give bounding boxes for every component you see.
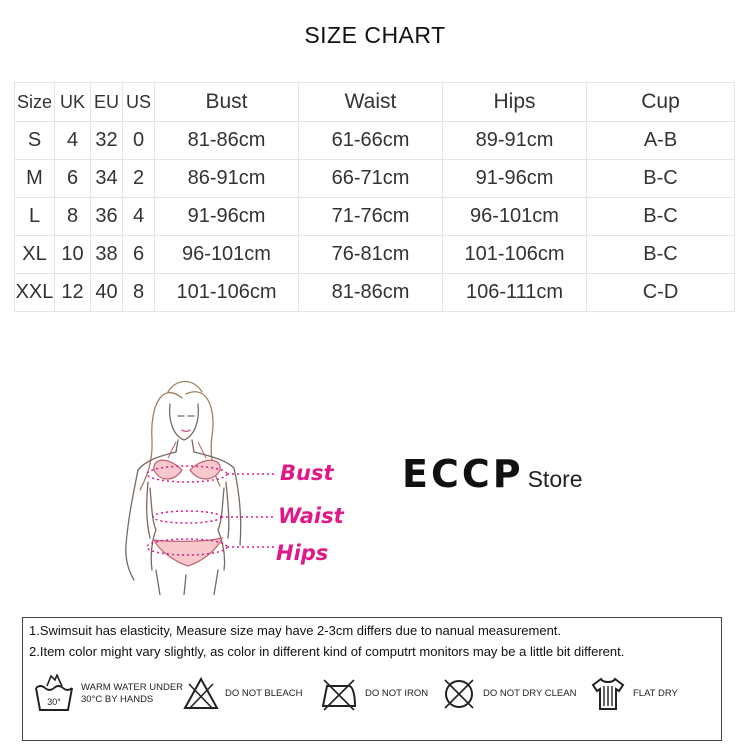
bust-label: Bust bbox=[280, 461, 334, 485]
care-item-no-bleach bbox=[183, 676, 302, 712]
header-uk: UK bbox=[55, 83, 91, 122]
cell-waist: 61-66cm bbox=[299, 122, 443, 160]
table-header-row bbox=[15, 83, 735, 122]
note-color: 2.Item color might vary slightly, as color in different kind of computrt monitors may be a little bit different. bbox=[29, 644, 625, 659]
cell-cup: B-C bbox=[587, 198, 735, 236]
cell-hips: 106-111cm bbox=[443, 274, 587, 312]
cell-cup: B-C bbox=[587, 236, 735, 274]
cell-cup: C-D bbox=[587, 274, 735, 312]
brand-name: ECCP bbox=[402, 452, 524, 496]
care-text-line: DO NOT DRY CLEAN bbox=[483, 688, 577, 699]
cell-cup: B-C bbox=[587, 160, 735, 198]
brand-logo bbox=[402, 452, 583, 496]
cell-hips: 89-91cm bbox=[443, 122, 587, 160]
cell-waist: 76-81cm bbox=[299, 236, 443, 274]
cell-us: 6 bbox=[123, 236, 155, 274]
cell-us: 8 bbox=[123, 274, 155, 312]
header-bust: Bust bbox=[155, 83, 299, 122]
cell-size: S bbox=[15, 122, 55, 160]
cell-eu: 34 bbox=[91, 160, 123, 198]
cell-hips: 91-96cm bbox=[443, 160, 587, 198]
wash-temp-label: 30° bbox=[47, 697, 61, 707]
page-title: SIZE CHART bbox=[304, 22, 446, 48]
care-text-line: DO NOT BLEACH bbox=[225, 688, 303, 699]
header-cup: Cup bbox=[587, 83, 735, 122]
care-item-flat-dry bbox=[589, 676, 678, 712]
cell-us: 4 bbox=[123, 198, 155, 236]
size-chart-table bbox=[14, 82, 735, 312]
cell-waist: 81-86cm bbox=[299, 274, 443, 312]
cell-bust: 91-96cm bbox=[155, 198, 299, 236]
waist-label: Waist bbox=[278, 504, 344, 528]
cell-uk: 6 bbox=[55, 160, 91, 198]
care-instructions bbox=[23, 670, 721, 730]
cell-eu: 36 bbox=[91, 198, 123, 236]
care-item-no-dry-clean bbox=[441, 676, 576, 712]
cell-eu: 38 bbox=[91, 236, 123, 274]
care-text-line: FLAT DRY bbox=[633, 688, 678, 699]
care-notes-box bbox=[22, 617, 722, 741]
do-not-bleach-icon bbox=[183, 676, 219, 712]
body-measurement-figure bbox=[90, 370, 290, 595]
header-size: Size bbox=[15, 83, 55, 122]
hips-label: Hips bbox=[276, 541, 329, 565]
care-item-hand-wash bbox=[33, 674, 183, 714]
care-text-line: WARM WATER UNDER bbox=[81, 682, 184, 693]
care-text-line: DO NOT IRON bbox=[365, 688, 429, 699]
table-row bbox=[15, 122, 735, 160]
cell-size: L bbox=[15, 198, 55, 236]
table-row bbox=[15, 236, 735, 274]
header-waist: Waist bbox=[299, 83, 443, 122]
care-item-no-iron bbox=[319, 676, 428, 712]
table-row bbox=[15, 198, 735, 236]
flat-dry-icon bbox=[589, 676, 627, 712]
cell-uk: 12 bbox=[55, 274, 91, 312]
cell-us: 0 bbox=[123, 122, 155, 160]
cell-bust: 86-91cm bbox=[155, 160, 299, 198]
care-text-line: 30°C BY HANDS bbox=[81, 694, 154, 705]
header-eu: EU bbox=[91, 83, 123, 122]
cell-bust: 96-101cm bbox=[155, 236, 299, 274]
cell-uk: 10 bbox=[55, 236, 91, 274]
cell-bust: 81-86cm bbox=[155, 122, 299, 160]
cell-size: XXL bbox=[15, 274, 55, 312]
hand-wash-icon bbox=[33, 674, 75, 714]
cell-size: XL bbox=[15, 236, 55, 274]
cell-hips: 101-106cm bbox=[443, 236, 587, 274]
cell-waist: 66-71cm bbox=[299, 160, 443, 198]
table-row bbox=[15, 274, 735, 312]
header-us: US bbox=[123, 83, 155, 122]
cell-cup: A-B bbox=[587, 122, 735, 160]
cell-bust: 101-106cm bbox=[155, 274, 299, 312]
cell-waist: 71-76cm bbox=[299, 198, 443, 236]
cell-size: M bbox=[15, 160, 55, 198]
cell-uk: 8 bbox=[55, 198, 91, 236]
cell-hips: 96-101cm bbox=[443, 198, 587, 236]
do-not-dry-clean-icon bbox=[441, 676, 477, 712]
cell-eu: 32 bbox=[91, 122, 123, 160]
cell-uk: 4 bbox=[55, 122, 91, 160]
brand-suffix: Store bbox=[527, 466, 583, 492]
table-row bbox=[15, 160, 735, 198]
cell-us: 2 bbox=[123, 160, 155, 198]
do-not-iron-icon bbox=[319, 676, 359, 712]
header-hips: Hips bbox=[443, 83, 587, 122]
note-elasticity: 1.Swimsuit has elasticity, Measure size may have 2-3cm differs due to nanual measurement. bbox=[29, 623, 562, 638]
cell-eu: 40 bbox=[91, 274, 123, 312]
